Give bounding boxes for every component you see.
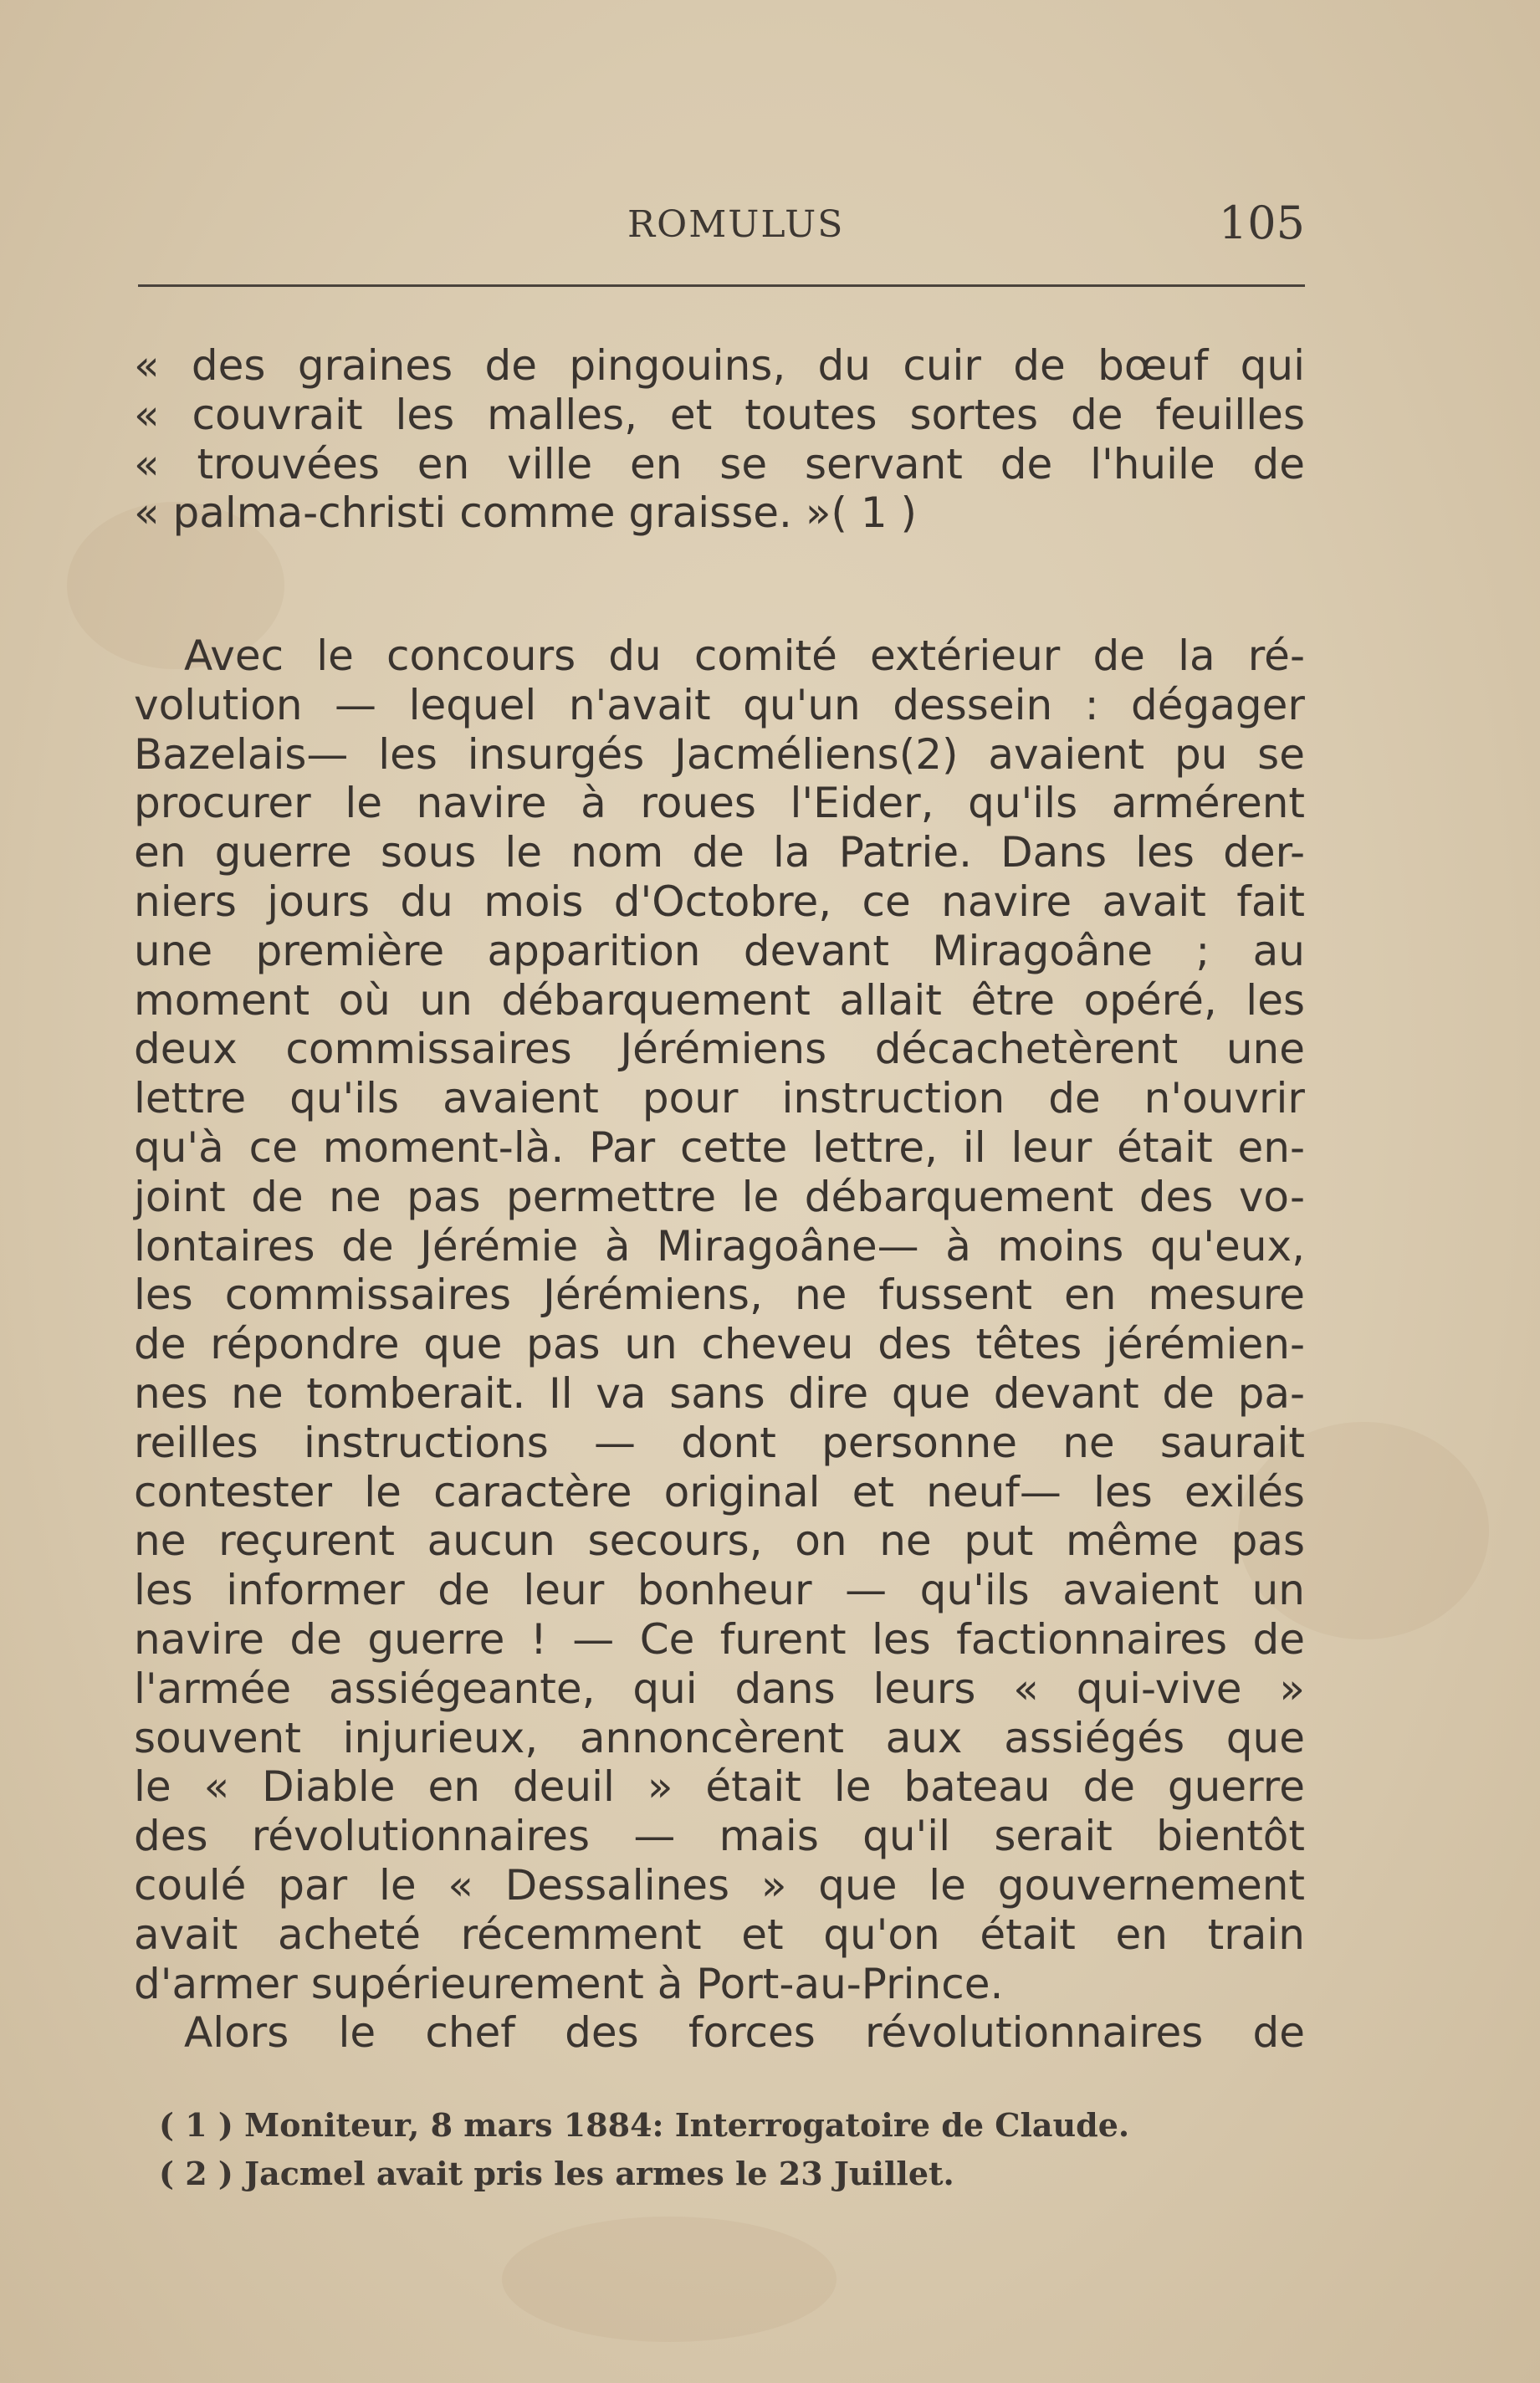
text-line: ne reçurent aucun secours, on ne put même pas [134,1516,1305,1566]
text-line: procurer le navire à roues l'Eider, qu'ils armérent [134,779,1305,828]
text-line: navire de guerre ! — Ce furent les factionnaires de [134,1614,1305,1664]
footnote: ( 1 ) Moniteur, 8 mars 1884: Interrogatoire de Claude. [159,2106,1130,2144]
page-header [138,197,1305,255]
text-line: qu'à ce moment-là. Par cette lettre, il leur était en- [134,1122,1305,1172]
text-line: d'armer supérieurement à Port-au-Prince. [134,1959,1004,2008]
text-line: coulé par le « Dessalines » que le gouvernement [134,1860,1305,1910]
page-number: 105 [1218,197,1305,249]
text-line: nes ne tomberait. Il va sans dire que devant de pa- [134,1368,1305,1418]
text-line: des révolutionnaires — mais qu'il serait bientôt [134,1812,1305,1861]
body-paragraph [134,632,1305,2058]
text-line: une première apparition devant Miragoâne ; au [134,926,1305,975]
text-line: reilles instructions — dont personne ne saurait [134,1418,1305,1467]
text-line: en guerre sous le nom de la Patrie. Dans les der- [134,828,1305,877]
text-line: joint de ne pas permettre le débarquement des vo- [134,1172,1305,1221]
footnotes [159,2101,1246,2198]
text-line: niers jours du mois d'Octobre, ce navire avait fait [134,877,1305,926]
text-line: les informer de leur bonheur — qu'ils avaient un [134,1566,1305,1615]
text-line: les commissaires Jérémiens, ne fussent en mesure [134,1271,1305,1320]
text-line: Bazelais— les insurgés Jacméliens(2) avaient pu se [134,729,1305,779]
text-line: le « Diable en deuil » était le bateau de guerre [134,1762,1305,1812]
text-line: lontaires de Jérémie à Miragoâne— à moins qu'eux, [134,1221,1305,1271]
text-line: « palma-christi comme graisse. »( 1 ) [134,488,918,538]
text-line: volution — lequel n'avait qu'un dessein : dégager [134,680,1305,729]
text-line: avait acheté récemment et qu'on était en train [134,1910,1305,1959]
footnote: ( 2 ) Jacmel avait pris les armes le 23 Juillet. [159,2155,954,2192]
paper-stain [502,2217,837,2342]
text-line: deux commissaires Jérémiens décachetèrent une [134,1025,1305,1074]
text-line: lettre qu'ils avaient pour instruction de n'ouvrir [134,1074,1305,1123]
text-line: de répondre que pas un cheveu des têtes jérémien- [134,1320,1305,1369]
text-line: « couvrait les malles, et toutes sortes de feuilles [134,390,1305,439]
text-line: « des graines de pingouins, du cuir de bœuf qui [134,341,1305,390]
quotation-continuation [134,341,1305,538]
header-rule [138,284,1305,287]
text-line: Alors le chef des forces révolutionnaires de [184,2008,1305,2058]
text-line: « trouvées en ville en se servant de l'huile de [134,439,1305,488]
text-line: moment où un débarquement allait être opéré, les [134,975,1305,1025]
text-line: l'armée assiégeante, qui dans leurs « qui-vive » [134,1664,1305,1713]
text-line: Avec le concours du comité extérieur de la ré- [184,632,1305,680]
running-title: ROMULUS [627,203,845,246]
text-line: souvent injurieux, annoncèrent aux assiégés que [134,1713,1305,1762]
text-line: contester le caractère original et neuf— les exilés [134,1467,1305,1516]
